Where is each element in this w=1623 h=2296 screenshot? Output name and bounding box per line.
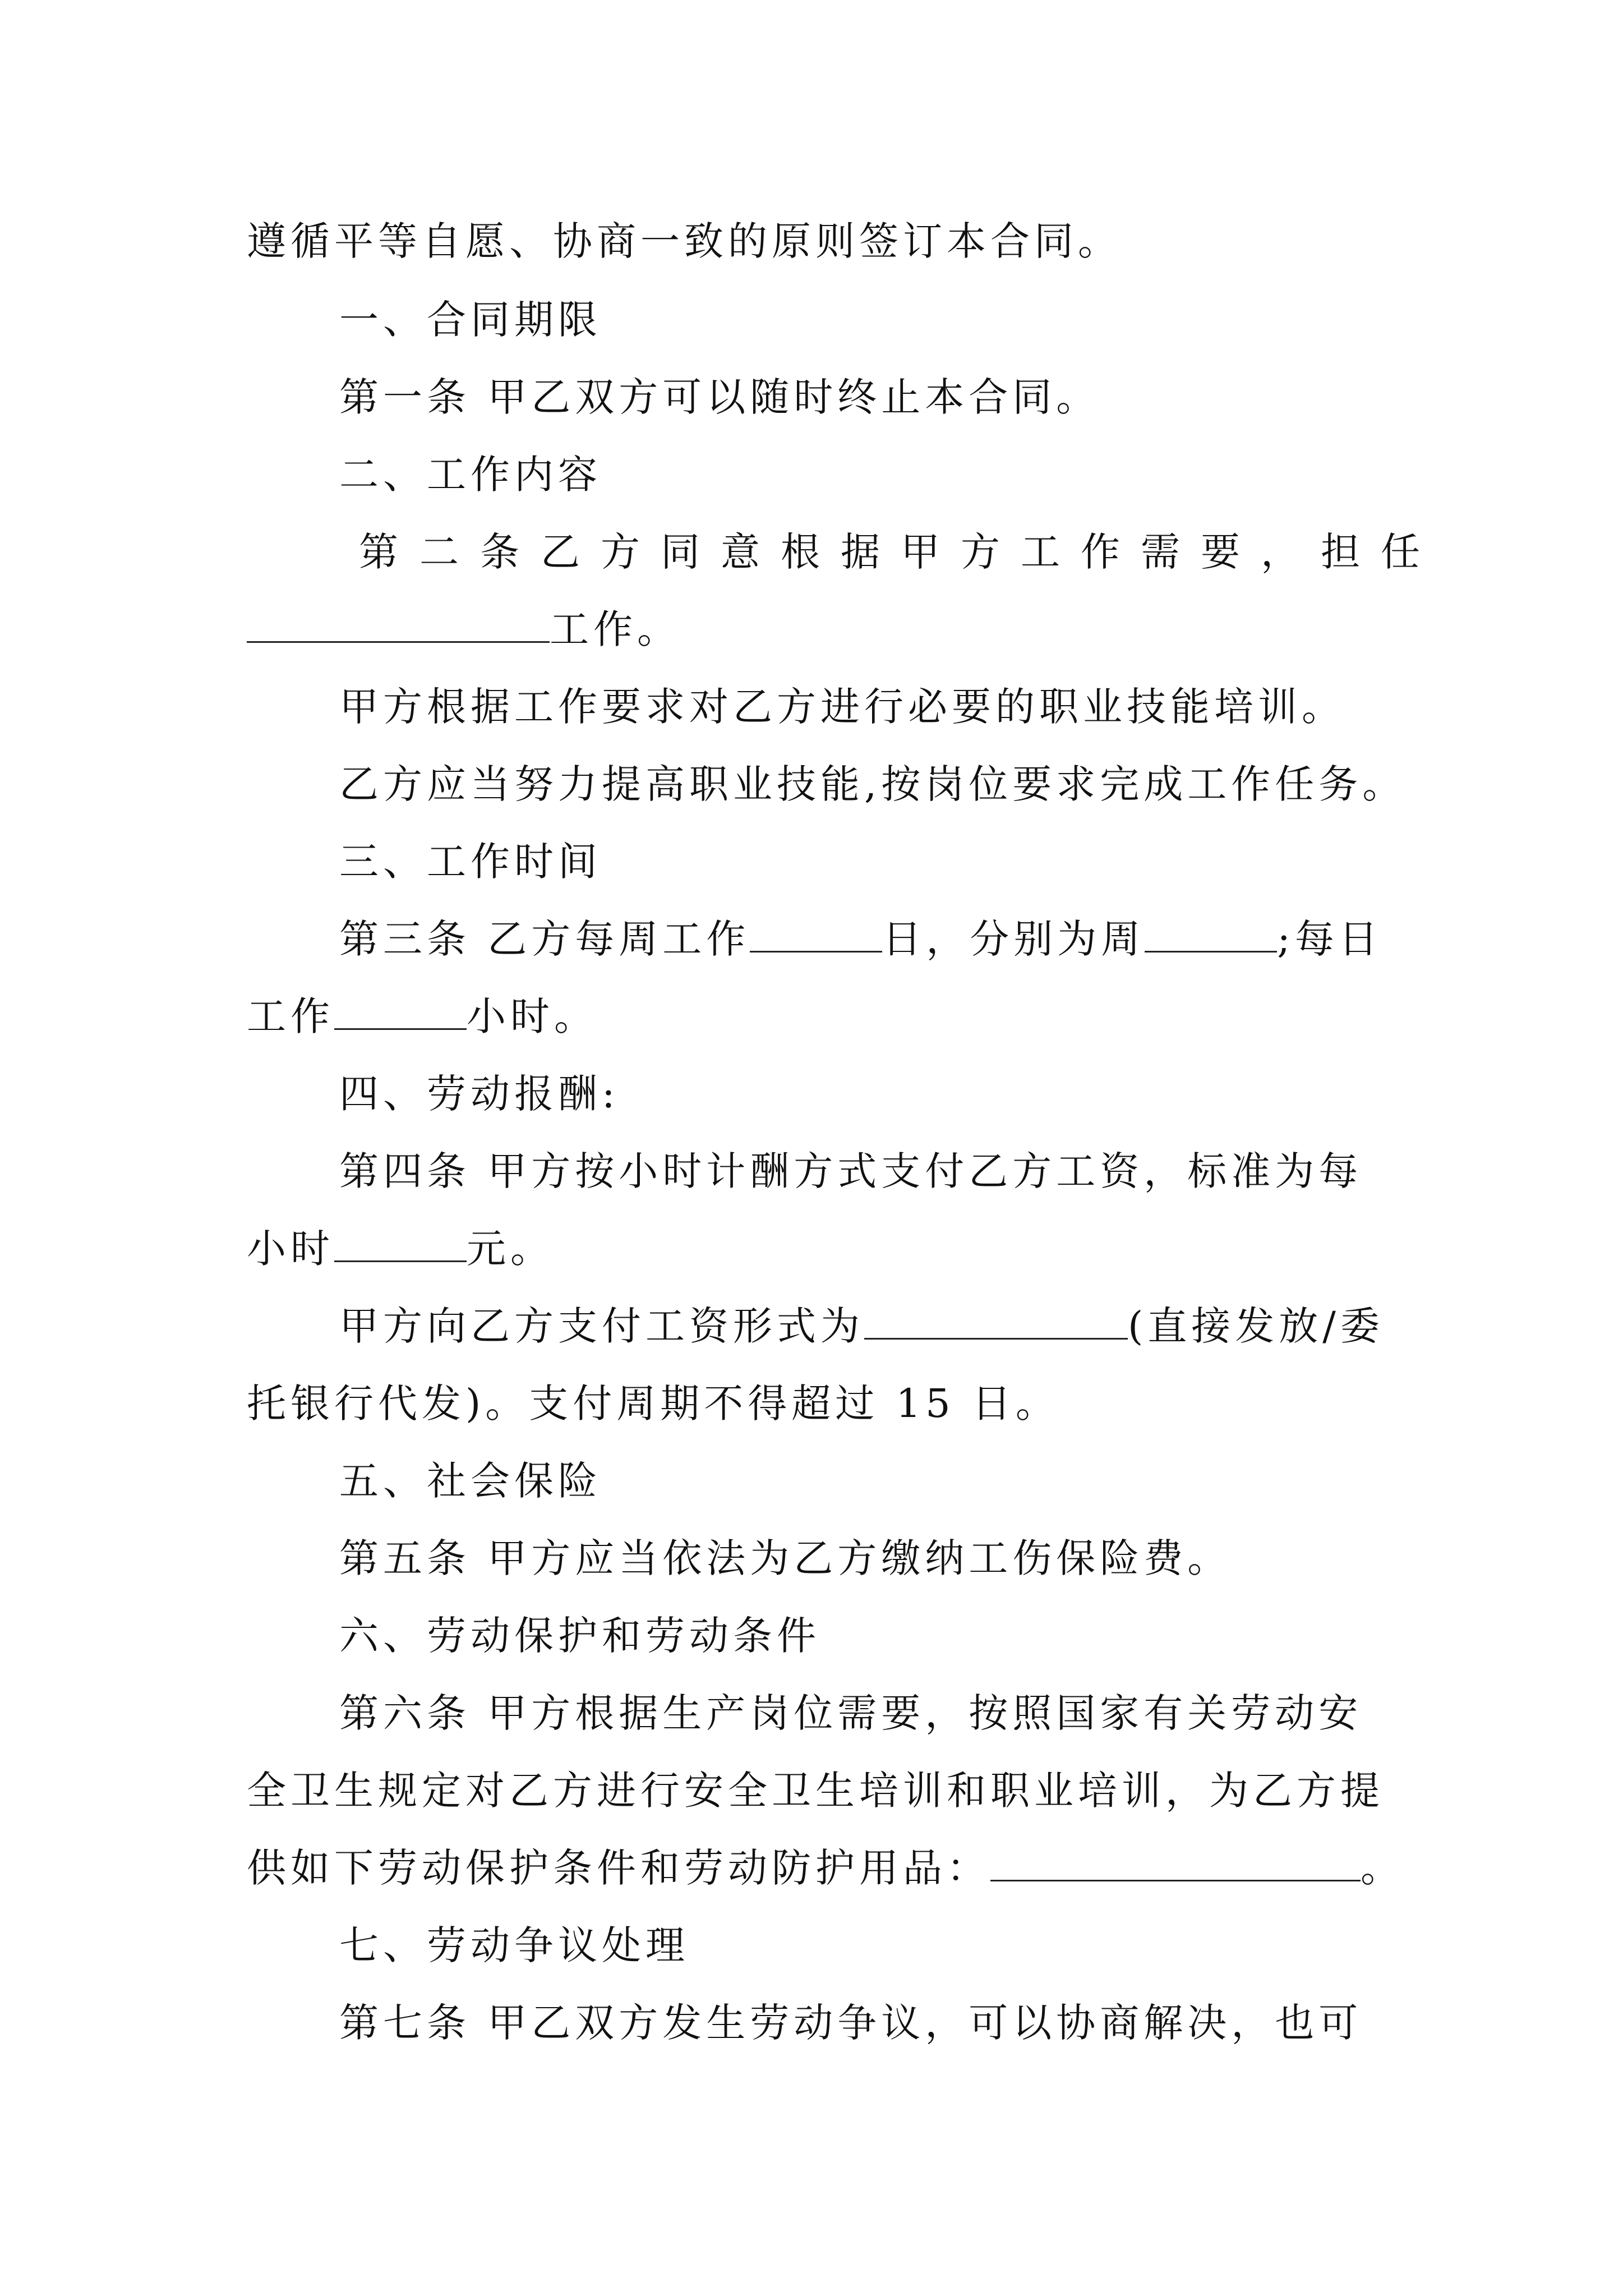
text-segment: 小时。 (467, 993, 598, 1039)
text-line: 托银行代发)。支付周期不得超过 15 日。 (247, 1381, 1059, 1427)
text-line (339, 1298, 1384, 1354)
blank-field[interactable] (334, 1225, 467, 1262)
section-heading: 四、劳动报酬: (339, 1071, 620, 1117)
text-segment: 乙方同意根据甲方工作需要，担任 (541, 529, 1441, 575)
article-2-line (359, 524, 1441, 580)
section-heading: 二、工作内容 (339, 452, 602, 498)
blank-field[interactable] (334, 992, 467, 1030)
text-segment: 工作。 (550, 606, 681, 652)
article-6: 第六条 甲方根据生产岗位需要，按照国家有关劳动安 (339, 1690, 1363, 1736)
text-line (247, 988, 598, 1045)
text-segment: 日，分别为周 (882, 916, 1145, 962)
blank-field[interactable] (864, 1302, 1128, 1340)
article-label: 第二条 (359, 529, 541, 575)
text-segment: ;每日 (1277, 916, 1382, 962)
article-5: 第五条 甲方应当依法为乙方缴纳工伤保险费。 (339, 1535, 1232, 1581)
text-line (247, 1221, 554, 1277)
text-segment: 元。 (467, 1226, 554, 1272)
text-segment: 甲方向乙方支付工资形式为 (339, 1303, 864, 1349)
article-7: 第七条 甲乙双方发生劳动争议，可以协商解决，也可 (339, 2000, 1363, 2046)
text-segment: 工作 (247, 993, 334, 1039)
text-line (247, 1840, 1404, 1896)
text-line (247, 601, 681, 657)
article-1: 第一条 甲乙双方可以随时终止本合同。 (339, 374, 1100, 420)
text-segment: 。 (1361, 1845, 1404, 1891)
text-segment: 第三条 乙方每周工作 (339, 916, 750, 962)
article-4: 第四条 甲方按小时计酬方式支付乙方工资，标准为每 (339, 1148, 1363, 1194)
section-heading: 六、劳动保护和劳动条件 (339, 1613, 820, 1659)
blank-field[interactable] (247, 605, 550, 643)
blank-field[interactable] (990, 1844, 1361, 1881)
blank-field[interactable] (750, 915, 882, 953)
text-line: 全卫生规定对乙方进行安全卫生培训和职业培训，为乙方提 (247, 1768, 1384, 1814)
text-segment: (直接发放/委 (1128, 1303, 1384, 1349)
section-heading: 五、社会保险 (339, 1458, 602, 1504)
blank-field[interactable] (1145, 915, 1277, 953)
text-line: 遵循平等自愿、协商一致的原则签订本合同。 (247, 218, 1122, 264)
section-heading: 七、劳动争议处理 (339, 1922, 689, 1968)
article-3-line (339, 911, 1382, 967)
text-segment: 供如下劳动保护条件和劳动防护用品： (247, 1845, 990, 1891)
text-line: 甲方根据工作要求对乙方进行必要的职业技能培训。 (339, 684, 1345, 730)
section-heading: 三、工作时间 (339, 839, 602, 885)
section-heading: 一、合同期限 (339, 297, 602, 343)
text-line: 乙方应当努力提高职业技能,按岗位要求完成工作任务。 (339, 761, 1407, 807)
text-segment: 小时 (247, 1226, 334, 1272)
